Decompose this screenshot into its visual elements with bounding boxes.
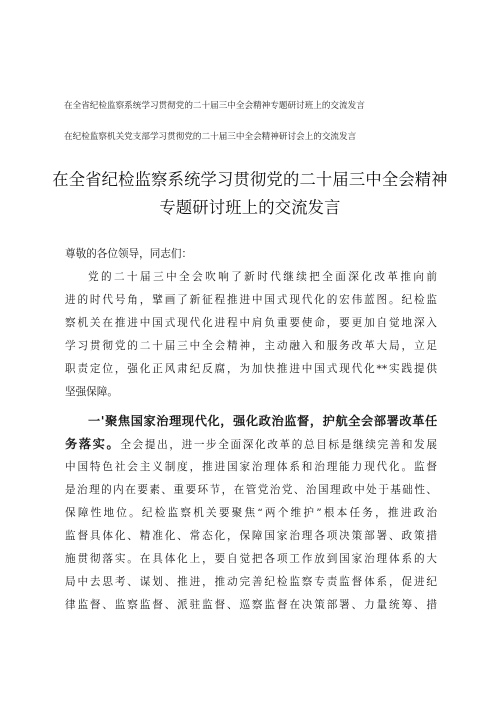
text-line: 学习贯彻党的二十届三中全会精神，主动融入和服务改革大局，立足	[65, 340, 437, 352]
document-title	[40, 166, 460, 222]
text-line: 局中去思考、谋划、推进，推动完善纪检监察专责监督体系，促进纪	[65, 576, 437, 588]
text-line	[65, 433, 437, 456]
section-heading-end: 务落实。	[65, 437, 121, 451]
text-line: 坚强保障。	[65, 386, 118, 398]
text-line: 保障性地位。纪检监察机关要聚焦“两个维护”根本任务，推进政治	[65, 507, 437, 519]
title-line-1: 在全省纪检监察系统学习贯彻党的二十届三中全会精神	[52, 170, 448, 189]
text-line: 监督具体化、精准化、常态化，保障国家治理各项决策部署、政策措	[65, 530, 437, 542]
text-line: 施贯彻落实。在具体化上，要自觉把各项工作放到国家治理体系的大	[65, 553, 437, 565]
toc-entry-2[interactable]: 在纪检监察机关党支部学习贯彻党的二十届三中全会精神研讨会上的交流发言	[64, 132, 357, 142]
text-line: 进的时代号角，擘画了新征程推进中国式现代化的宏伟蓝图。纪检监	[65, 294, 437, 306]
toc-entry-1[interactable]: 在全省纪检监察系统学习贯彻党的二十届三中全会精神专题研讨班上的交流发言	[64, 101, 365, 111]
section-1	[65, 410, 437, 617]
text-line: 职责定位，强化正风肃纪反腐，为加快推进中国式现代化**实践提供	[65, 363, 437, 375]
text-line: 中国特色社会主义制度，推进国家治理体系和治理能力现代化。监督	[65, 461, 437, 473]
salutation: 尊敬的各位领导，同志们：	[65, 248, 193, 260]
title-line-2: 专题研讨班上的交流发言	[159, 198, 341, 217]
section-heading: 一'聚焦国家治理现代化，强化政治监督，护航全会部署改革任	[88, 414, 437, 428]
paragraph-intro	[65, 266, 437, 404]
text-line: 是治理的内在要素、重要环节，在管党治党、治国理政中处于基础性、	[65, 484, 437, 496]
section-text: 全会提出，进一步全面深化改革的总目标是继续完善和发展	[120, 439, 437, 451]
text-line: 察机关在推进中国式现代化进程中肩负重要使命，要更加自觉地深入	[65, 317, 437, 329]
text-line: 党的二十届三中全会吹响了新时代继续把全面深化改革推向前	[88, 271, 437, 283]
text-line: 律监督、监察监督、派驻监督、巡察监督在决策部署、力量统筹、措	[65, 599, 437, 611]
